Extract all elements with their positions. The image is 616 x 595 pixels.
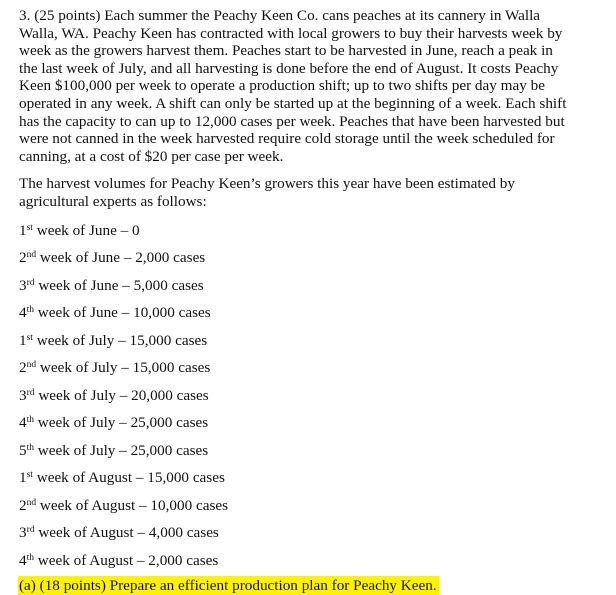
highlighted-question: (a) (18 points) Prepare an efficient production plan for Peachy Keen. <box>19 577 437 595</box>
week-volume: week of August – 10,000 cases <box>36 496 229 514</box>
week-row <box>19 547 609 575</box>
week-volume: week of June – 5,000 cases <box>34 276 204 294</box>
week-row <box>19 217 609 245</box>
week-number: 3 <box>19 524 27 542</box>
week-volume: week of August – 15,000 cases <box>32 469 225 487</box>
week-number: 1 <box>19 221 27 239</box>
week-ordinal-suffix: rd <box>26 525 35 536</box>
week-row <box>19 464 609 492</box>
week-volume: week of June – 10,000 cases <box>33 304 211 322</box>
week-row <box>19 492 609 520</box>
week-number: 3 <box>19 386 27 404</box>
week-ordinal-suffix: th <box>26 442 34 453</box>
week-number: 4 <box>19 304 27 322</box>
week-row <box>19 327 609 355</box>
week-row <box>19 409 609 437</box>
week-number: 2 <box>19 496 27 514</box>
week-ordinal-suffix: nd <box>26 250 37 261</box>
harvest-week-list <box>19 217 609 575</box>
week-volume: week of July – 25,000 cases <box>33 441 209 459</box>
harvest-intro-paragraph: The harvest volumes for Peachy Keen’s growers this year have been estimated by agricultural experts as follows: <box>19 175 515 210</box>
week-ordinal-suffix: nd <box>26 360 37 371</box>
week-volume: week of June – 2,000 cases <box>36 249 206 267</box>
week-ordinal-suffix: rd <box>26 387 35 398</box>
week-ordinal-suffix: st <box>26 470 33 481</box>
week-ordinal-suffix: rd <box>26 277 35 288</box>
week-row <box>19 272 609 300</box>
week-row <box>19 354 609 382</box>
week-volume: week of August – 2,000 cases <box>33 551 219 569</box>
week-volume: week of June – 0 <box>32 221 140 239</box>
week-ordinal-suffix: st <box>26 332 33 343</box>
week-number: 4 <box>19 414 27 432</box>
week-volume: week of July – 25,000 cases <box>33 414 209 432</box>
week-row <box>19 437 609 465</box>
week-number: 1 <box>19 469 27 487</box>
week-ordinal-suffix: th <box>26 305 34 316</box>
document-page <box>19 7 609 595</box>
week-number: 4 <box>19 551 27 569</box>
week-ordinal-suffix: th <box>26 552 34 563</box>
week-row <box>19 244 609 272</box>
week-volume: week of July – 15,000 cases <box>36 359 211 377</box>
week-ordinal-suffix: th <box>26 415 34 426</box>
week-row <box>19 382 609 410</box>
week-ordinal-suffix: st <box>26 222 33 233</box>
week-volume: week of August – 4,000 cases <box>34 524 219 542</box>
week-number: 2 <box>19 359 27 377</box>
week-number: 3 <box>19 276 27 294</box>
week-row <box>19 519 609 547</box>
week-ordinal-suffix: nd <box>26 497 37 508</box>
week-number: 1 <box>19 331 27 349</box>
problem-intro-paragraph: 3. (25 points) Each summer the Peachy Keen Co. cans peaches at its cannery in Walla Walla, WA. Peachy Keen has contracted with local growers to buy their harvests week by week as the growers harvest them. Peaches start to be harvested in June, reach a peak in the last week of July, and all harvesting is done before the end of August. It costs Peachy Keen $100,000 per week to operate a production shift; up to two shifts per day may be operated in any week. A shift can only be started up at the beginning of a week. Each shift has the capacity to can up to 12,000 cases per week. Peaches that have been harvested but were not canned in the week harvested require cold storage until the week scheduled for canning, at a cost of $20 per case per week. <box>19 7 567 165</box>
week-volume: week of July – 20,000 cases <box>34 386 209 404</box>
week-number: 5 <box>19 441 27 459</box>
week-number: 2 <box>19 249 27 267</box>
week-volume: week of July – 15,000 cases <box>32 331 208 349</box>
week-row <box>19 299 609 327</box>
